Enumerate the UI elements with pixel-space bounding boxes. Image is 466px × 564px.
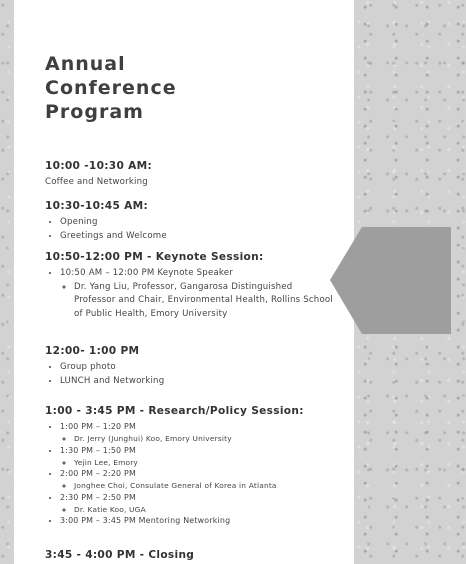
- speaker-list: [60, 504, 304, 516]
- slot-time: 2:00 PM – 2:20 PM: [60, 469, 136, 478]
- speaker-item: ◦ Dr. Jerry (Junghui) Koo, Emory University: [74, 433, 304, 445]
- program-title: [45, 52, 335, 124]
- speaker-item: ◦ Jonghee Choi, Consulate General of Korea in Atlanta: [74, 480, 304, 492]
- session-opening: [45, 199, 167, 243]
- speaker-item: ◦ Yejin Lee, Emory: [74, 457, 304, 469]
- slot-time: 2:30 PM – 2:50 PM: [60, 492, 136, 502]
- session-coffee: [45, 159, 152, 187]
- slot-time: 1:00 PM – 1:20 PM: [60, 422, 136, 431]
- list-item: [60, 468, 304, 492]
- session-time: 10:30-10:45 AM:: [45, 200, 149, 212]
- list-item: • Group photo: [60, 361, 164, 375]
- session-research: [45, 404, 304, 527]
- list-item: • Greetings and Welcome: [60, 230, 167, 244]
- title-line: Conference: [45, 77, 177, 99]
- decorative-pointer-shape: [330, 227, 451, 334]
- session-list: [45, 361, 164, 388]
- list-item: • LUNCH and Networking: [60, 375, 164, 389]
- session-keynote: [45, 250, 335, 321]
- session-time: 10:50-12:00 PM - Keynote Session:: [45, 251, 264, 263]
- speaker-list: [60, 457, 304, 469]
- list-item: [60, 421, 304, 445]
- speaker-item: ◦ Dr. Katie Koo, UGA: [74, 504, 304, 516]
- session-closing: [45, 548, 194, 562]
- list-item: [60, 445, 304, 469]
- speaker-item: ◦ Dr. Yang Liu, Professor, Gangarosa Distinguished Professor and Chair, Environmental Health, Rollins School of Public Health, Emory University: [74, 281, 335, 322]
- list-item: • Opening: [60, 216, 167, 230]
- session-list: [45, 267, 335, 321]
- session-text: Coffee and Networking: [45, 177, 148, 187]
- speaker-list: [60, 281, 335, 322]
- session-time: 3:45 - 4:00 PM - Closing: [45, 549, 195, 561]
- keynote-slot: 10:50 AM – 12:00 PM Keynote Speaker: [60, 268, 234, 278]
- list-item: [60, 267, 335, 321]
- session-time: 12:00- 1:00 PM: [45, 345, 140, 357]
- title-line: Annual: [45, 53, 126, 75]
- session-lunch: [45, 344, 164, 388]
- session-time: 10:00 -10:30 AM:: [45, 160, 152, 172]
- program-content: [45, 52, 335, 561]
- speaker-list: [60, 480, 304, 492]
- list-item: [60, 515, 304, 527]
- session-time: 1:00 - 3:45 PM - Research/Policy Session:: [45, 405, 304, 417]
- speaker-list: [60, 433, 304, 445]
- session-list: [45, 421, 304, 527]
- title-line: Program: [45, 101, 144, 123]
- list-item: [60, 492, 304, 516]
- slot-time: 3:00 PM – 3:45 PM Mentoring Networking: [60, 516, 231, 525]
- session-list: [45, 216, 167, 243]
- slot-time: 1:30 PM – 1:50 PM: [60, 445, 136, 455]
